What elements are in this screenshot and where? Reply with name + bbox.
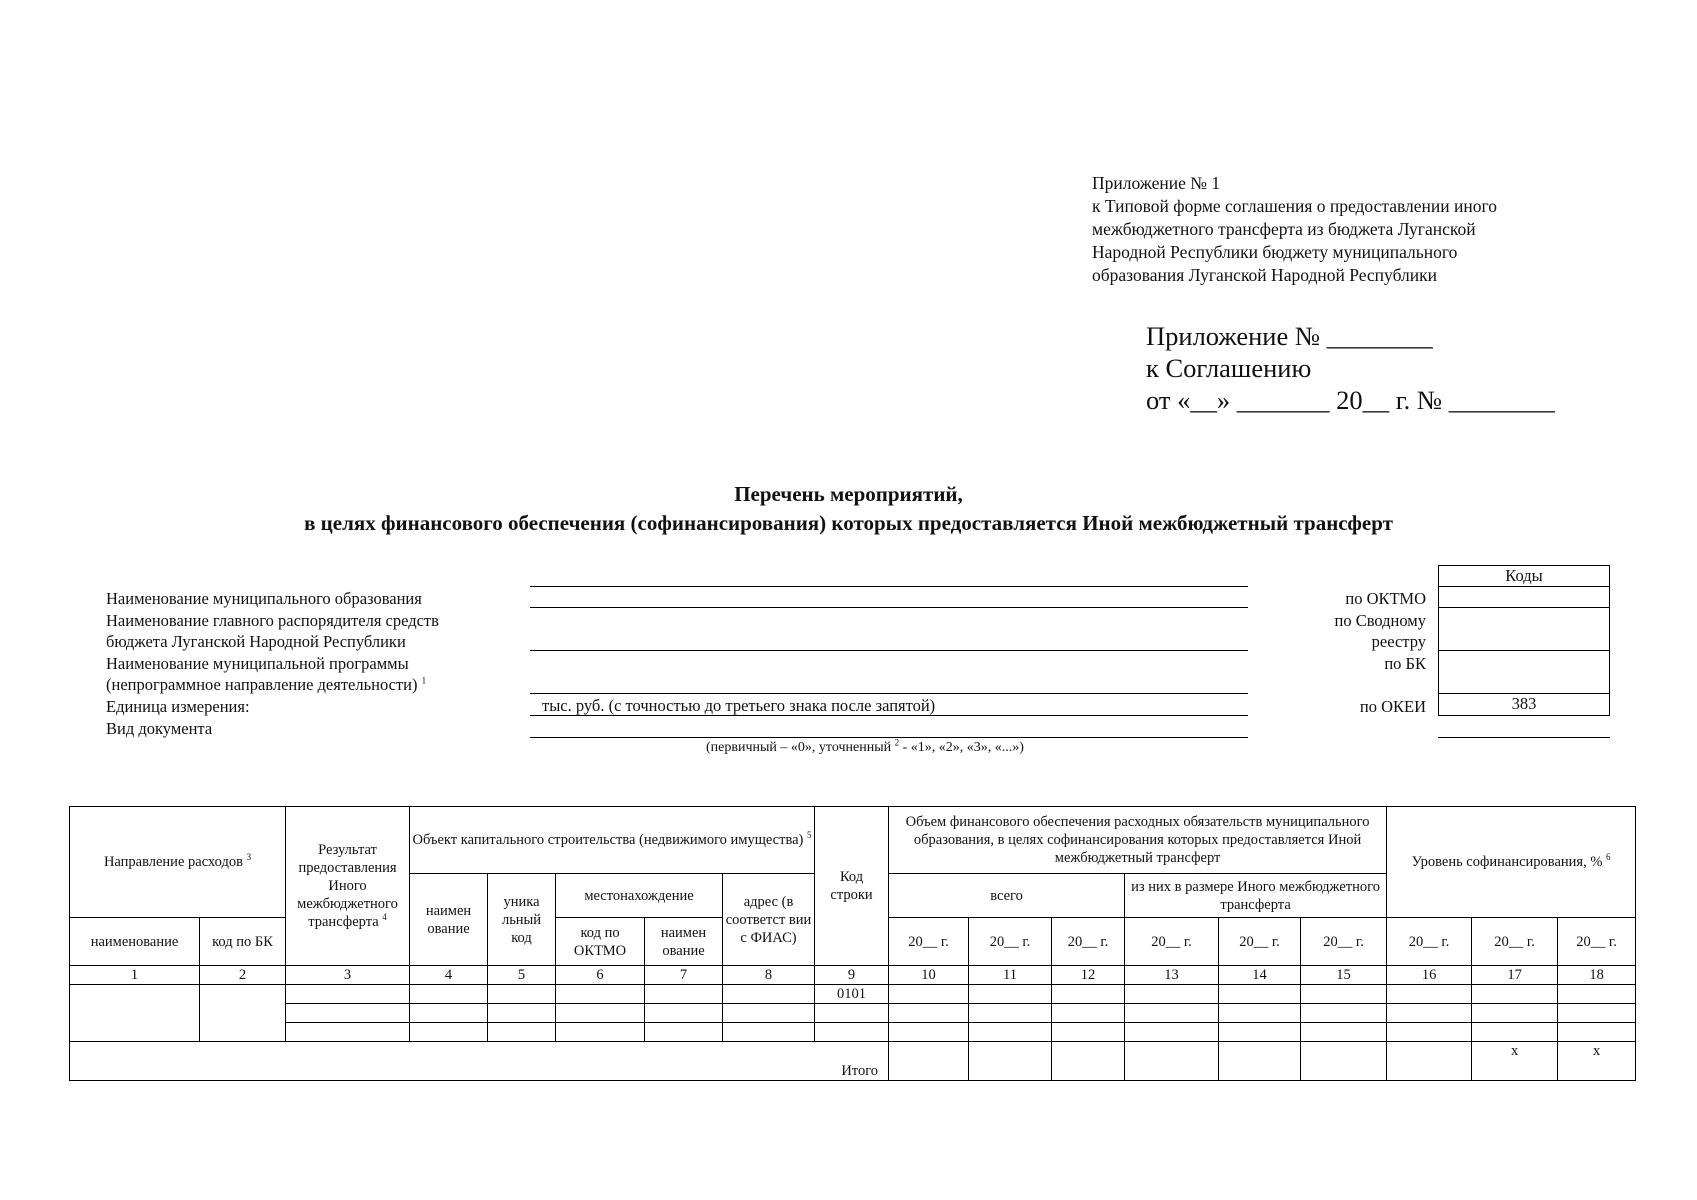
cell (410, 1004, 488, 1023)
header-bk: код по БК (200, 918, 286, 966)
cell (286, 1023, 410, 1042)
cell (1219, 1042, 1301, 1081)
header-year: 20__ г. (1387, 918, 1472, 966)
document-title-line-2: в целях финансового обеспечения (софинансирования) которых предоставляется Иной межбюджетный трансферт (304, 511, 1393, 535)
municipality-label: Наименование муниципального образования (106, 589, 422, 608)
codes-header: Коды (1438, 565, 1610, 587)
footnote-mark: 6 (1606, 852, 1611, 863)
program-label-1: Наименование муниципальной программы (106, 654, 409, 673)
header-direction (70, 807, 286, 918)
footnote-mark: 2 (894, 737, 900, 748)
cell (723, 1023, 815, 1042)
bk-label: по БК (1384, 654, 1426, 673)
cell (1301, 1023, 1387, 1042)
appendix-1-line: Народной Республики бюджету муниципального (1092, 242, 1458, 262)
appendix-1-line: к Типовой форме соглашения о предоставлении иного (1092, 196, 1497, 216)
registry-code-cell (1438, 607, 1610, 651)
cell (286, 1004, 410, 1023)
program-label-text: (непрограммное направление деятельности) (106, 675, 418, 694)
cell (645, 1023, 723, 1042)
footnote-mark: 3 (246, 852, 252, 863)
doc-type-label: Вид документа (106, 719, 213, 738)
column-number: 11 (969, 966, 1052, 985)
doc-type-hint-b: - «1», «2», «3», «...») (899, 740, 1024, 755)
bk-code-cell (1438, 650, 1610, 694)
appendix-1-line: Приложение № 1 (1092, 173, 1221, 193)
footnote-mark: 4 (382, 912, 387, 923)
header-level (1387, 807, 1636, 918)
doc-type-hint (706, 739, 1024, 757)
unit-label: Единица измерения: (106, 697, 250, 716)
header-name: наименование (70, 918, 200, 966)
distributor-label-1: Наименование главного распорядителя средств (106, 611, 439, 630)
cell (723, 985, 815, 1004)
header-object-text: Объект капитального строительства (недвижимого имущества) (412, 832, 804, 848)
footnote-mark: 5 (807, 830, 812, 841)
cell (1558, 985, 1636, 1004)
doc-type-line (530, 737, 1248, 738)
cell (1301, 1004, 1387, 1023)
column-number: 9 (815, 966, 889, 985)
appendix-1-note (1092, 172, 1497, 287)
okei-label: по ОКЕИ (1359, 697, 1426, 716)
x-mark: x (1558, 1042, 1636, 1081)
cell (969, 1042, 1052, 1081)
cell (889, 1004, 969, 1023)
cell (645, 1004, 723, 1023)
header-total: всего (889, 874, 1125, 918)
cell (645, 985, 723, 1004)
cell (1387, 1004, 1472, 1023)
program-line (530, 693, 1248, 694)
column-number: 15 (1301, 966, 1387, 985)
agreement-appendix (1146, 320, 1555, 416)
okei-code-cell: 383 (1438, 693, 1610, 716)
column-number: 7 (645, 966, 723, 985)
total-label: Итого (70, 1042, 889, 1081)
cell (1219, 1023, 1301, 1042)
header-year: 20__ г. (1558, 918, 1636, 966)
cell (969, 1023, 1052, 1042)
header-oktmo: код по ОКТМО (556, 918, 645, 966)
cell (1052, 1042, 1125, 1081)
header-year: 20__ г. (1219, 918, 1301, 966)
cell (1472, 1023, 1558, 1042)
cell (556, 1004, 645, 1023)
cell (1301, 985, 1387, 1004)
distributor-label-2: бюджета Луганской Народной Республики (106, 632, 406, 651)
field-line-1 (530, 586, 1248, 587)
appendix-1-line: образования Луганской Народной Республики (1092, 265, 1438, 285)
column-number: 10 (889, 966, 969, 985)
cell (1125, 1004, 1219, 1023)
cell (1219, 985, 1301, 1004)
column-number: 18 (1558, 966, 1636, 985)
header-direction-text: Направление расходов (103, 854, 243, 870)
header-year: 20__ г. (889, 918, 969, 966)
cell (1052, 1004, 1125, 1023)
header-object (410, 807, 815, 874)
cell (410, 985, 488, 1004)
column-number: 3 (286, 966, 410, 985)
cell (1558, 1004, 1636, 1023)
cell (1052, 985, 1125, 1004)
header-of-which: из них в размере Иного межбюджетного трансферта (1125, 874, 1387, 918)
cell (1125, 985, 1219, 1004)
cell (889, 1023, 969, 1042)
cell (410, 1023, 488, 1042)
column-number: 12 (1052, 966, 1125, 985)
cell-bk (200, 985, 286, 1042)
cell (1301, 1042, 1387, 1081)
cell (488, 1004, 556, 1023)
cell (488, 985, 556, 1004)
table-row (70, 1004, 1636, 1023)
oktmo-code-cell (1438, 586, 1610, 608)
column-number: 2 (200, 966, 286, 985)
column-number: 5 (488, 966, 556, 985)
header-volume: Объем финансового обеспечения расходных обязательств муниципального образования, в целях софинансирования которых предоставляется Иной межбюджетный трансферт (889, 807, 1387, 874)
column-number: 13 (1125, 966, 1219, 985)
registry-label-1: по Сводному (1334, 611, 1426, 630)
header-row-code: Код строки (815, 807, 889, 966)
cell (969, 1004, 1052, 1023)
cell (1558, 1023, 1636, 1042)
unit-value: тыс. руб. (с точностью до третьего знака после запятой) (542, 696, 936, 715)
cell (723, 1004, 815, 1023)
cell (556, 1023, 645, 1042)
total-row (70, 1042, 1636, 1081)
x-mark: x (1472, 1042, 1558, 1081)
cell (1219, 1004, 1301, 1023)
column-number: 4 (410, 966, 488, 985)
header-location-name: наимен ование (645, 918, 723, 966)
doc-type-code-line (1438, 737, 1610, 738)
unit-line (530, 715, 1248, 716)
header-year: 20__ г. (1472, 918, 1558, 966)
appendix-1-line: межбюджетного трансферта из бюджета Луганской (1092, 219, 1476, 239)
cell (556, 985, 645, 1004)
header-level-text: Уровень софинансирования, % (1411, 854, 1603, 870)
column-number: 14 (1219, 966, 1301, 985)
column-number: 1 (70, 966, 200, 985)
row-code-cell: 0101 (815, 985, 889, 1004)
cell (969, 985, 1052, 1004)
cell (1387, 1042, 1472, 1081)
agreement-appendix-date: от «__» _______ 20__ г. № ________ (1146, 385, 1555, 415)
program-label-2 (106, 674, 426, 695)
column-number: 8 (723, 966, 815, 985)
header-address: адрес (в соответст вии с ФИАС) (723, 874, 815, 966)
column-numbers-row (70, 966, 1636, 985)
header-year: 20__ г. (1125, 918, 1219, 966)
header-object-name: наимен ование (410, 874, 488, 966)
cell (1472, 985, 1558, 1004)
header-result (286, 807, 410, 966)
cell (889, 985, 969, 1004)
cell (1125, 1023, 1219, 1042)
agreement-appendix-number: Приложение № ________ (1146, 321, 1433, 351)
header-year: 20__ г. (1301, 918, 1387, 966)
table-row (70, 1023, 1636, 1042)
column-number: 6 (556, 966, 645, 985)
column-number: 16 (1387, 966, 1472, 985)
table-row (70, 985, 1636, 1004)
cell (1125, 1042, 1219, 1081)
cell (1052, 1023, 1125, 1042)
cell (1387, 1023, 1472, 1042)
footnote-mark: 1 (421, 675, 427, 686)
distributor-line (530, 650, 1248, 651)
doc-type-hint-a: (первичный – «0», уточненный (706, 740, 892, 755)
header-year: 20__ г. (1052, 918, 1125, 966)
cell (815, 1004, 889, 1023)
header-year: 20__ г. (969, 918, 1052, 966)
cell (815, 1023, 889, 1042)
oktmo-label: по ОКТМО (1345, 589, 1426, 608)
activities-table (69, 806, 1636, 1081)
header-location: местонахождение (556, 874, 723, 918)
header-result-text: Результат предоставления Иного межбюджетного трансферта (297, 842, 398, 930)
cell (1472, 1004, 1558, 1023)
header-object-code: уника льный код (488, 874, 556, 966)
column-number: 17 (1472, 966, 1558, 985)
document-title-line-1: Перечень мероприятий, (734, 482, 963, 506)
cell (889, 1042, 969, 1081)
cell (286, 985, 410, 1004)
municipality-line (530, 607, 1248, 608)
document-title (0, 480, 1697, 538)
cell (488, 1023, 556, 1042)
cell-name (70, 985, 200, 1042)
registry-label-2: реестру (1371, 632, 1426, 651)
cell (1387, 985, 1472, 1004)
agreement-appendix-ref: к Соглашению (1146, 353, 1312, 383)
